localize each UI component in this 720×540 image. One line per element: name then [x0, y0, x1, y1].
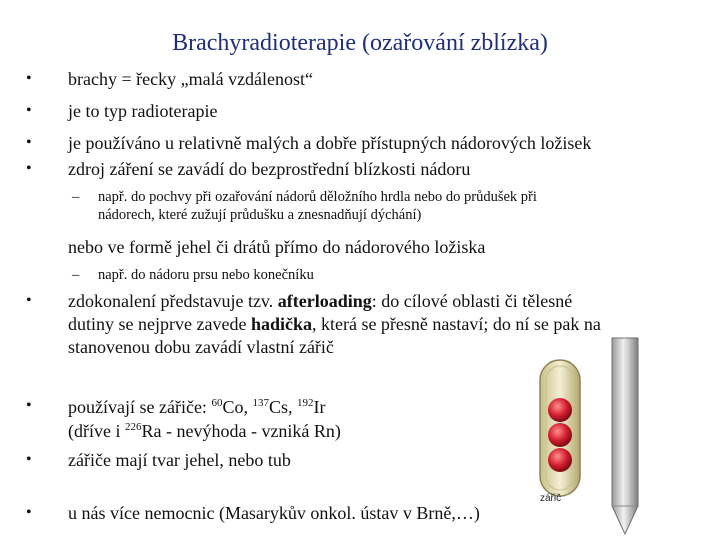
tube-term: hadička [250, 314, 312, 334]
source-seed [548, 448, 572, 472]
bullet-text: brachy = řecky „malá vzdálenost“ [68, 69, 314, 89]
slide-title: Brachyradioterapie (ozařování zblízka) [172, 30, 548, 56]
isotope-mass: 60 [211, 397, 223, 409]
isotope-mass: 192 [296, 397, 314, 409]
isotope-symbol: Cs, [268, 397, 293, 417]
sources-text: používají se zářiče: [68, 397, 207, 417]
bullet-marker: • [26, 70, 32, 87]
bullet-text: je používáno u relativně malých a dobře přístupných nádorových ložisek [68, 133, 592, 153]
isotope-mass: 226 [124, 421, 142, 433]
dash-marker: – [72, 267, 80, 283]
bullet-marker: • [26, 160, 32, 177]
sub-bullet-2 [72, 266, 314, 284]
bullet-marker: • [26, 134, 32, 151]
sub-bullet-line1: např. do pochvy při ozařování nádorů děložního hrdla nebo do průdušek při [98, 189, 537, 205]
isotope-symbol: Ir [313, 397, 326, 417]
radiation-source-illustration [524, 336, 720, 536]
bullet-marker: • [26, 397, 32, 414]
sub-bullet-1 [72, 188, 537, 224]
bullet-marker: • [26, 504, 32, 521]
source-seed [548, 398, 572, 422]
dash-marker: – [72, 189, 80, 205]
bullet-text: u nás více nemocnic (Masarykův onkol. ústav v Brně,…) [68, 503, 480, 523]
afterloading-text: , která se přesně nastaví; do ní se pak na [311, 314, 601, 334]
sources-text: (dříve i [68, 421, 121, 441]
isotope-mass: 137 [252, 397, 269, 409]
afterloading-text: zdokonalení představuje tzv. [68, 291, 274, 311]
afterloading-term: afterloading [277, 291, 372, 311]
isotope-symbol: Co, [222, 397, 248, 417]
bullet-text: zářiče mají tvar jehel, nebo tub [68, 450, 291, 470]
sources-text: Ra - nevýhoda - vzniká Rn) [141, 421, 341, 441]
bullet-marker: • [26, 292, 32, 309]
bullet-marker: • [26, 451, 32, 468]
source-seed [548, 423, 572, 447]
bullet-text: je to typ radioterapie [68, 101, 218, 121]
afterloading-text: stanovenou dobu zavádí vlastní zářič [68, 337, 334, 357]
sub-bullet-text: např. do nádoru prsu nebo konečníku [98, 267, 314, 283]
sub-bullet-line2: nádorech, které zužují průdušku a znesnadňují dýchání) [98, 207, 422, 223]
source-label: zářič [540, 493, 562, 504]
capsule-tube [540, 360, 580, 496]
afterloading-text: dutiny se nejprve zavede [68, 314, 247, 334]
needle-applicator [612, 338, 638, 534]
bullet-marker: • [26, 102, 32, 119]
continuation-text: nebo ve formě jehel či drátů přímo do nádorového ložiska [68, 237, 486, 257]
bullet-text: zdroj záření se zavádí do bezprostřední blízkosti nádoru [68, 159, 471, 179]
afterloading-text: : do cílové oblasti či tělesné [371, 291, 573, 311]
